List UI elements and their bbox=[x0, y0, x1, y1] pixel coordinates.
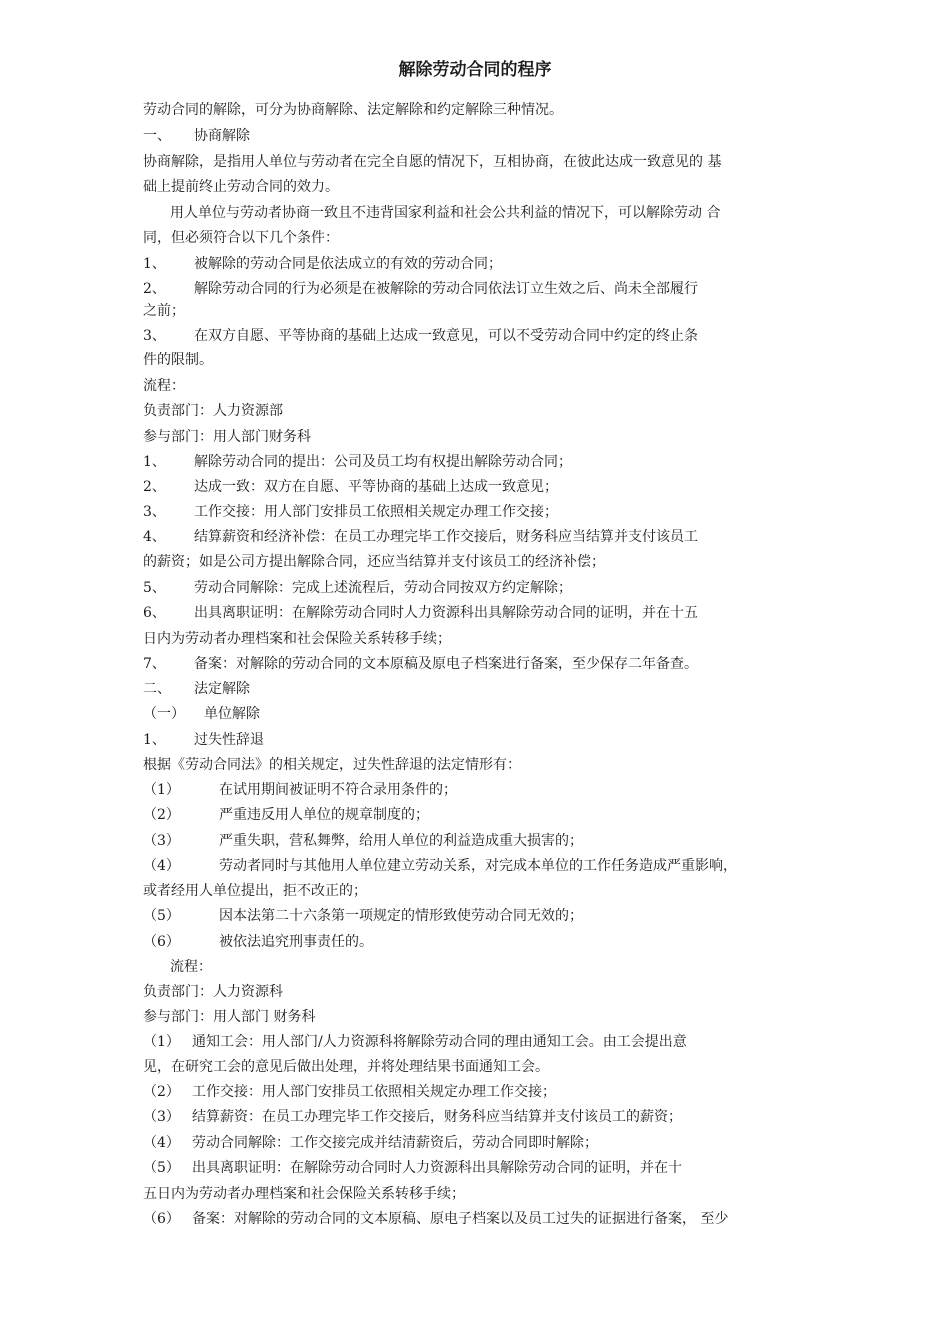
document-title: 解除劳动合同的程序 bbox=[398, 60, 552, 80]
document-page: 解除劳动合同的程序 劳动合同的解除，可分为协商解除、法定解除和约定解除三种情况。 一、 协商解除 协商解除，是指用人单位与劳动者在完全自愿的情况下，互相协商，在彼此达成一致意见的 基 础上提前终止劳动合同的效力。 用人单位与劳动者协商一致且不违背国家利益和社会公共利益的情况下，可以解除劳动 合 同，但必须符合以下几个条件： 1、 被解除的劳动合同是依法成立的有效的劳动合同； 2、 解除劳动合同的行为必须是在被解除的劳动合同依法订立生效之后、尚未全部履行 之前； 3、 在双方自愿、平等协商的基础上达成一致意见，可以不受劳动合同中约定的终止条 件的限制。 流程： 负责部门：人力资源部 参与部门：用人部门财务科 1、 解除劳动合同的提出：公司及员工均有权提出解除劳动合同； 2、 达成一致：双方在自愿、平等协商的基础上达成一致意见； 3、 工作交接：用人部门安排员工依照相关规定办理工作交接； 4、 结算薪资和经济补偿：在员工办理完毕工作交接后，财务科应当结算并支付该员工 的薪资；如是公司方提出解除合同，还应当结算并支付该员工的经济补偿； 5、 劳动合同解除：完成上述流程后，劳动合同按双方约定解除； 6、 出具离职证明：在解除劳动合同时人力资源科出具解除劳动合同的证明，并在十五 日内为劳动者办理档案和社会保险关系转移手续； 7、 备案：对解除的劳动合同的文本原稿及原电子档案进行备案，至少保存二年备查。 二、 法定解除 （一） 单位解除 1、 过失性辞退 根据《劳动合同法》的相关规定，过失性辞退的法定情形有： （1） 在试用期间被证明不符合录用条件的； （2） 严重违反用人单位的规章制度的； （3） 严重失职，营私舞弊，给用人单位的利益造成重大损害的； （4） 劳动者同时与其他用人单位建立劳动关系，对完成本单位的工作任务造成严重影响， 或者经用人单位提出，拒不改正的； （5） 因本法第二十六条第一项规定的情形致使劳动合同无效的； （6） 被依法追究刑事责任的。 流程： 负责部门：人力资源科 参与部门：用人部门 财务科 （1） 通知工会：用人部门/人力资源科将解除劳动合同的理由通知工会。由工会提出意 见，在研究工会的意见后做出处理，并将处理结果书面通知工会。 （2） 工作交接：用人部门安排员工依照相关规定办理工作交接； （3） 结算薪资：在员工办理完毕工作交接后，财务科应当结算并支付该员工的薪资； （4） 劳动合同解除：工作交接完成并结清薪资后，劳动合同即时解除； （5） 出具离职证明：在解除劳动合同时人力资源科出具解除劳动合同的证明，并在十 五日内为劳动者办理档案和社会保险关系转移手续； （6） 备案：对解除的劳动合同的文本原稿、原电子档案以及员工过失的证据进行备案， 至少 bbox=[0, 0, 950, 1344]
